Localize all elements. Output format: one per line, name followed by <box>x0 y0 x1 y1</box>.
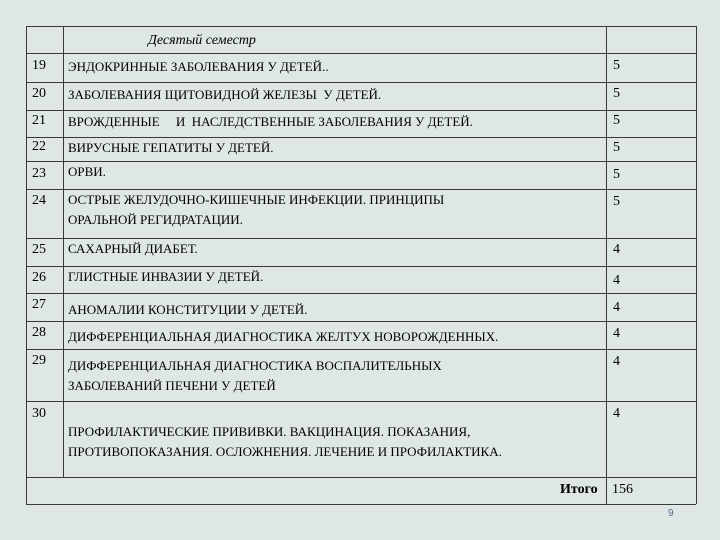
table-column-border <box>26 26 27 504</box>
row-hours: 4 <box>613 242 620 257</box>
row-hours: 5 <box>613 86 620 101</box>
row-number: 29 <box>32 353 46 368</box>
page-number: 9 <box>668 508 674 519</box>
row-topic: ДИФФЕРЕНЦИАЛЬНАЯ ДИАГНОСТИКА ВОСПАЛИТЕЛЬНЫХ ЗАБОЛЕВАНИЙ ПЕЧЕНИ У ДЕТЕЙ <box>68 358 442 393</box>
row-topic: ГЛИСТНЫЕ ИНВАЗИИ У ДЕТЕЙ. <box>68 269 264 284</box>
row-hours: 5 <box>613 113 620 128</box>
row-hours: 5 <box>613 194 620 209</box>
row-number: 23 <box>32 166 46 181</box>
row-topic: ВРОЖДЕННЫЕ И НАСЛЕДСТВЕННЫЕ ЗАБОЛЕВАНИЯ У ДЕТЕЙ. <box>68 114 473 129</box>
row-number: 20 <box>32 86 46 101</box>
row-hours: 4 <box>613 273 620 288</box>
table-column-border <box>63 26 64 477</box>
table-row-border <box>26 477 696 478</box>
row-hours: 5 <box>613 167 620 182</box>
total-label: Итого <box>560 482 598 497</box>
semester-title: Десятый семестр <box>148 33 256 48</box>
row-topic: САХАРНЫЙ ДИАБЕТ. <box>68 241 198 256</box>
row-topic: ЗАБОЛЕВАНИЯ ЩИТОВИДНОЙ ЖЕЛЕЗЫ У ДЕТЕЙ. <box>68 87 382 102</box>
row-number: 22 <box>32 139 46 154</box>
row-topic: ВИРУСНЫЕ ГЕПАТИТЫ У ДЕТЕЙ. <box>68 140 274 155</box>
row-topic: ПРОФИЛАКТИЧЕСКИЕ ПРИВИВКИ. ВАКЦИНАЦИЯ. ПОКАЗАНИЯ, ПРОТИВОПОКАЗАНИЯ. ОСЛОЖНЕНИЯ. ЛЕЧЕНИЕ И ПРОФИЛАКТИКА. <box>68 424 502 459</box>
row-hours: 4 <box>613 326 620 341</box>
row-hours: 4 <box>613 406 620 421</box>
row-number: 28 <box>32 325 46 340</box>
row-number: 25 <box>32 242 46 257</box>
row-number: 26 <box>32 270 46 285</box>
table-row-border <box>26 321 696 322</box>
table-row-border <box>26 110 696 111</box>
table-row-border <box>26 504 696 505</box>
row-topic: ОСТРЫЕ ЖЕЛУДОЧНО-КИШЕЧНЫЕ ИНФЕКЦИИ. ПРИНЦИПЫ ОРАЛЬНОЙ РЕГИДРАТАЦИИ. <box>68 192 445 227</box>
row-number: 30 <box>32 406 46 421</box>
row-hours: 5 <box>613 140 620 155</box>
row-hours: 5 <box>613 58 620 73</box>
table-row-border <box>26 82 696 83</box>
table-row-border <box>26 161 696 162</box>
row-number: 24 <box>32 193 46 208</box>
row-topic: ОРВИ. <box>68 164 106 179</box>
row-number: 27 <box>32 297 46 312</box>
table-row-border <box>26 293 696 294</box>
table-column-border <box>606 26 607 504</box>
table-row-border <box>26 26 696 27</box>
total-hours-value: 156 <box>612 482 633 497</box>
row-topic: АНОМАЛИИ КОНСТИТУЦИИ У ДЕТЕЙ. <box>68 302 308 317</box>
row-number: 19 <box>32 58 46 73</box>
row-topic: ДИФФЕРЕНЦИАЛЬНАЯ ДИАГНОСТИКА ЖЕЛТУХ НОВОРОЖДЕННЫХ. <box>68 329 499 344</box>
table-row-border <box>26 53 696 54</box>
row-number: 21 <box>32 113 46 128</box>
table-row-border <box>26 349 696 350</box>
row-hours: 4 <box>613 300 620 315</box>
row-hours: 4 <box>613 354 620 369</box>
row-topic: ЭНДОКРИННЫЕ ЗАБОЛЕВАНИЯ У ДЕТЕЙ.. <box>68 59 329 74</box>
table-row-border <box>26 401 696 402</box>
table-column-border <box>696 26 697 504</box>
